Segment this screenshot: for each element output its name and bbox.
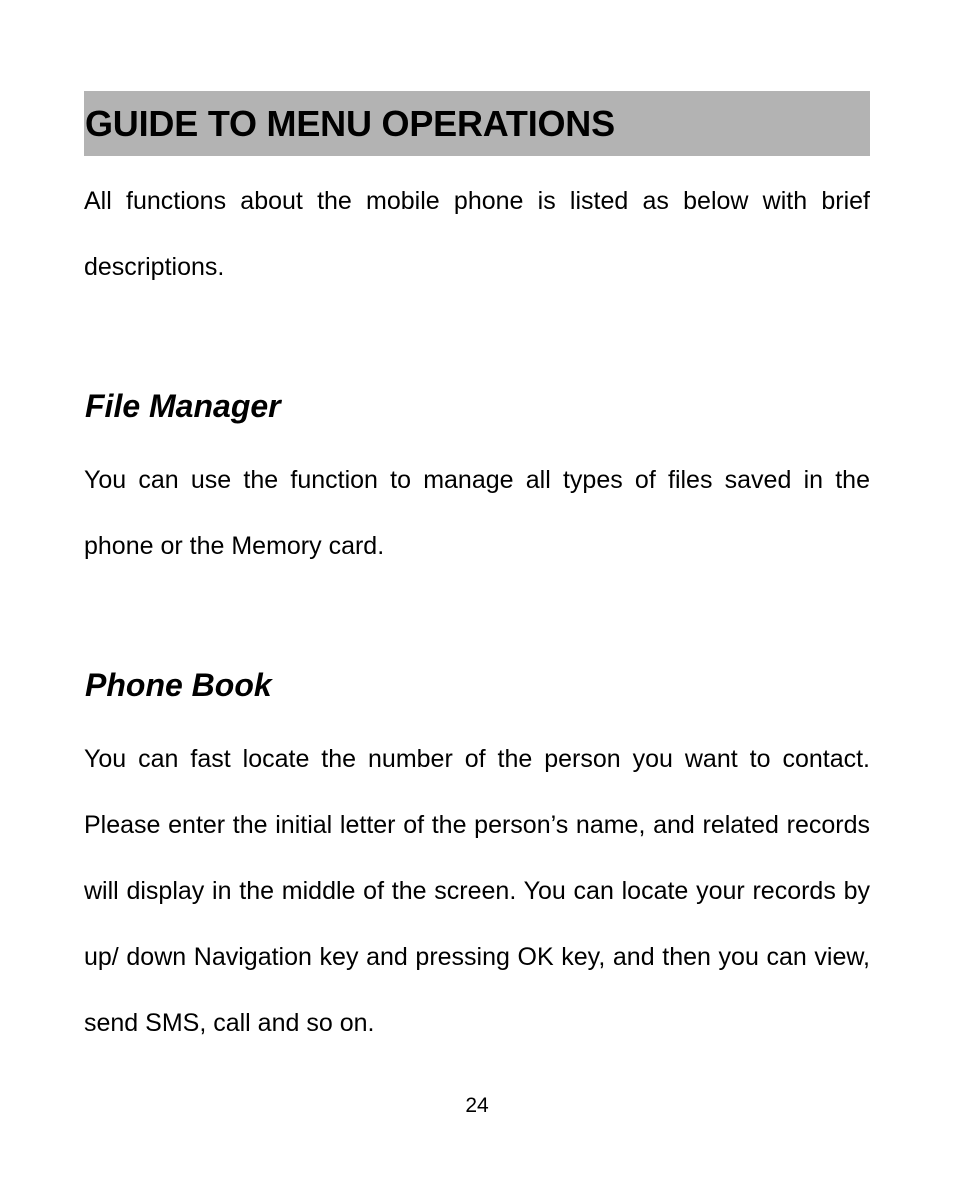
page-number: 24: [465, 1094, 489, 1117]
section-body-phone-book: You can fast locate the number of the person you want to contact. Please enter the initial letter of the person’s name, and related records will display in the middle of the screen. You can locate your records by up/ down Navigation key and pressing OK key, and then you can view, send SMS, call and so on.: [84, 745, 870, 1037]
intro-paragraph: All functions about the mobile phone is listed as below with brief descriptions.: [84, 187, 870, 281]
section-heading-file-manager: File Manager: [85, 388, 281, 424]
page-title: GUIDE TO MENU OPERATIONS: [85, 103, 615, 144]
section-heading-phone-book: Phone Book: [85, 667, 272, 703]
section-body-file-manager: You can use the function to manage all types of files saved in the phone or the Memory card.: [84, 466, 870, 560]
title-bar: [84, 91, 870, 156]
